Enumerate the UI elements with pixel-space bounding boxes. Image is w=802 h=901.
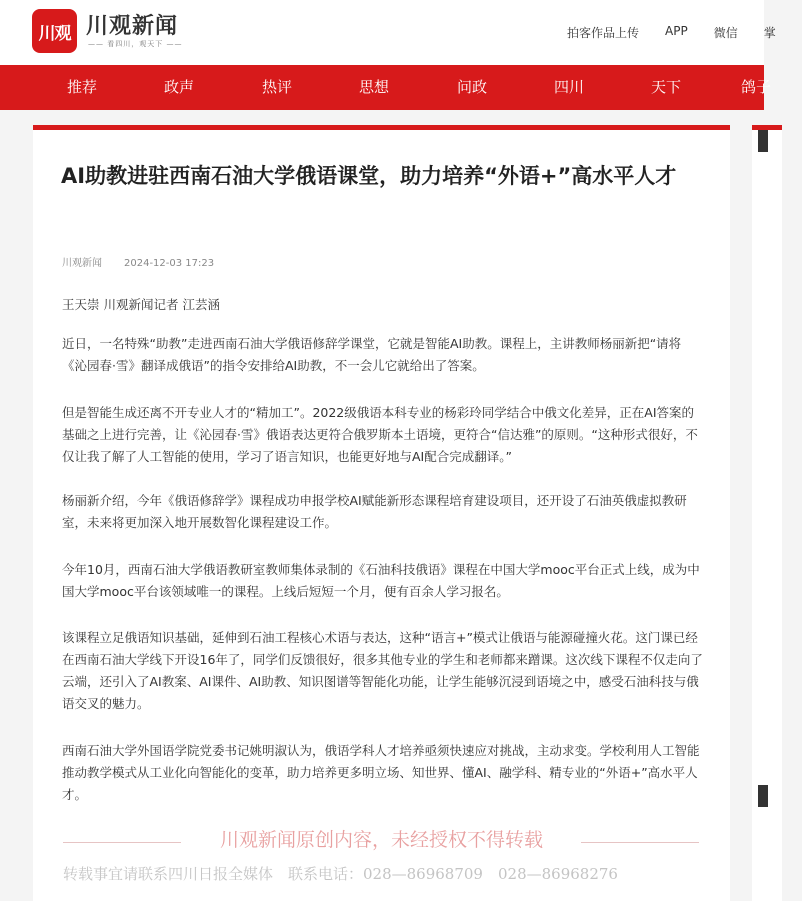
reprint-contact-watermark: 转载事宜请联系四川日报全媒体 联系电话：028—86968709 028—86968276 <box>63 865 618 883</box>
app-link[interactable]: APP <box>665 24 688 38</box>
upload-link[interactable]: 拍客作品上传 <box>567 26 640 40</box>
sidebar-heading-fragment <box>758 130 768 152</box>
article-paragraph: 近日，一名特殊“助教”走进西南石油大学俄语修辞学课堂，它就是智能AI助教。课程上，主讲教师杨丽新把“请将《沁园春·雪》翻译成俄语”的指令安排给AI助教，不一会儿它就给出了答案。 <box>62 336 682 373</box>
more-link[interactable]: 掌 <box>763 26 776 40</box>
wechat-link[interactable]: 微信 <box>713 26 738 40</box>
article-card <box>33 125 730 901</box>
nav-item-sichuan[interactable]: 四川 <box>554 78 585 96</box>
article-date: 2024-12-03 17:23 <box>124 258 215 269</box>
sidebar-heading-fragment-2 <box>758 785 768 807</box>
nav-item-recommend[interactable]: 推荐 <box>67 78 98 96</box>
article-paragraph: 但是智能生成还离不开专业人才的“精加工”。2022级俄语本科专业的杨彩玲同学结合中俄文化差异，正在AI答案的基础之上进行完善，让《沁园春·雪》俄语表达更符合俄罗斯本土语境，更符合“信达雅”的原则。“这种形式很好，不仅让我了解了人工智能的使用，学习了语言知识，也能更好地与AI配合完成翻译。” <box>62 405 698 464</box>
article-title: AI助教进驻西南石油大学俄语课堂，助力培养“外语+”高水平人才 <box>61 164 677 188</box>
nav-item-world[interactable]: 天下 <box>651 78 682 96</box>
sidebar-panel <box>752 125 782 901</box>
site-logo[interactable]: 川观 <box>32 9 77 53</box>
site-slogan: —— 看四川，观天下 —— <box>88 40 183 48</box>
nav-item-commentary[interactable]: 热评 <box>262 78 293 96</box>
nav-item-politics[interactable]: 政声 <box>164 78 195 96</box>
header-links <box>567 24 802 41</box>
site-header <box>0 0 776 65</box>
article-paragraph: 杨丽新介绍，今年《俄语修辞学》课程成功申报学校AI赋能新形态课程培育建设项目，还开设了石油英俄虚拟教研室，未来将更加深入地开展数智化课程建设工作。 <box>62 493 687 530</box>
article-paragraph: 西南石油大学外国语学院党委书记姚明淑认为，俄语学科人才培养亟须快速应对挑战，主动求变。学校利用人工智能推动教学模式从工业化向智能化的变革，助力培养更多明立场、知世界、懂AI、融学科、精专业的“外语+”高水平人才。 <box>62 743 700 802</box>
article-author: 王天崇 川观新闻记者 江芸涵 <box>62 297 220 312</box>
nav-item-thought[interactable]: 思想 <box>359 78 390 96</box>
article-meta <box>62 254 214 269</box>
nav-item-pigeon[interactable]: 鸽子 <box>741 78 772 96</box>
article-source[interactable]: 川观新闻 <box>62 258 102 269</box>
article-paragraph: 该课程立足俄语知识基础，延伸到石油工程核心术语与表达，这种“语言+”模式让俄语与能源碰撞火花。这门课已经在西南石油大学线下开设16年了，同学们反馈很好，很多其他专业的学生和老师都来蹭课。这次线下课程不仅走向了云端，还引入了AI教案、AI课件、AI助教、知识图谱等智能化功能，让学生能够沉浸到语境之中，感受石油科技与俄语交叉的魅力。 <box>62 630 703 711</box>
site-name[interactable]: 川观新闻 <box>86 13 179 39</box>
nav-item-inquiry[interactable]: 问政 <box>457 78 488 96</box>
article-paragraph: 今年10月，西南石油大学俄语教研室教师集体录制的《石油科技俄语》课程在中国大学mooc平台正式上线，成为中国大学mooc平台该领域唯一的课程。上线后短短一个月，便有百余人学习报名。 <box>62 562 700 599</box>
main-nav <box>0 65 772 110</box>
copyright-watermark: 川观新闻原创内容，未经授权不得转载 <box>219 829 543 851</box>
